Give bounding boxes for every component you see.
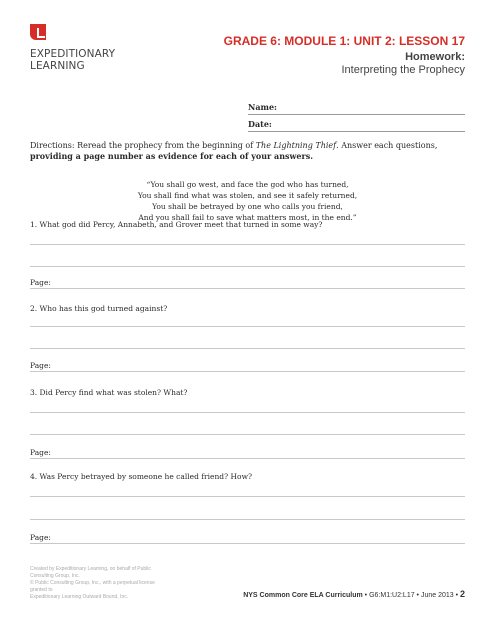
directions: Directions: Reread the prophecy from the beginning of The Lightning Thief. Answer each questions, providing a page number as evidence for each of your answers. (30, 141, 438, 161)
prophecy-line: And you shall fail to save what matters most, in the end.” (138, 213, 357, 222)
question-1 (30, 220, 465, 304)
question-text: 4. Was Percy betrayed by someone he called friend? How? (30, 472, 253, 481)
el-logo-icon (30, 24, 46, 40)
answer-line[interactable] (30, 266, 465, 267)
prophecy-quote (30, 179, 465, 223)
page-line[interactable] (30, 371, 465, 372)
question-text: 3. Did Percy find what was stolen? What? (30, 388, 188, 397)
expeditionary-learning-logo (30, 24, 115, 72)
date-field[interactable]: Date: (248, 115, 465, 132)
answer-line[interactable] (30, 348, 465, 349)
logo-wordmark: EXPEDITIONARY LEARNING (30, 48, 116, 72)
homework-label: Homework: (405, 51, 465, 63)
question-text: 2. Who has this god turned against? (30, 304, 168, 313)
page-line[interactable] (30, 543, 465, 544)
question-text: 1. What god did Percy, Annabeth, and Grover meet that turned in some way? (30, 220, 323, 229)
answer-line[interactable] (30, 326, 465, 327)
page-label: Page: (30, 533, 51, 542)
answer-line[interactable] (30, 519, 465, 520)
name-date-box (248, 98, 465, 132)
page-line[interactable] (30, 288, 465, 289)
prophecy-line: You shall be betrayed by one who calls you friend, (152, 202, 343, 211)
answer-line[interactable] (30, 496, 465, 497)
question-2 (30, 304, 465, 388)
page-label: Page: (30, 278, 51, 287)
answer-line[interactable] (30, 244, 465, 245)
question-4 (30, 472, 465, 556)
page-label: Page: (30, 448, 51, 457)
question-list (30, 220, 465, 556)
prophecy-line: “You shall go west, and face the god who has turned, (146, 180, 349, 189)
book-title: The Lightning Thief (255, 141, 337, 150)
curriculum-footer: NYS Common Core ELA Curriculum • G6:M1:U2:L17 • June 2013 • 2 (243, 589, 465, 599)
name-field[interactable]: Name: (248, 98, 465, 115)
homework-title: Interpreting the Prophecy (341, 64, 465, 76)
answer-line[interactable] (30, 412, 465, 413)
prophecy-line: You shall find what was stolen, and see it safely returned, (137, 191, 358, 200)
page-line[interactable] (30, 458, 465, 459)
question-3 (30, 388, 465, 472)
page-label: Page: (30, 361, 51, 370)
lesson-title: GRADE 6: MODULE 1: UNIT 2: LESSON 17 (223, 34, 465, 48)
copyright-notice: Created by Expeditionary Learning, on behalf of Public Consulting Group, Inc. © Public Consulting Group, Inc., with a perpetual license granted to Expeditionary Learning Outward Bound, Inc. (30, 566, 155, 600)
answer-line[interactable] (30, 434, 465, 435)
page-number: 2 (459, 589, 465, 599)
lesson-header (224, 34, 465, 76)
